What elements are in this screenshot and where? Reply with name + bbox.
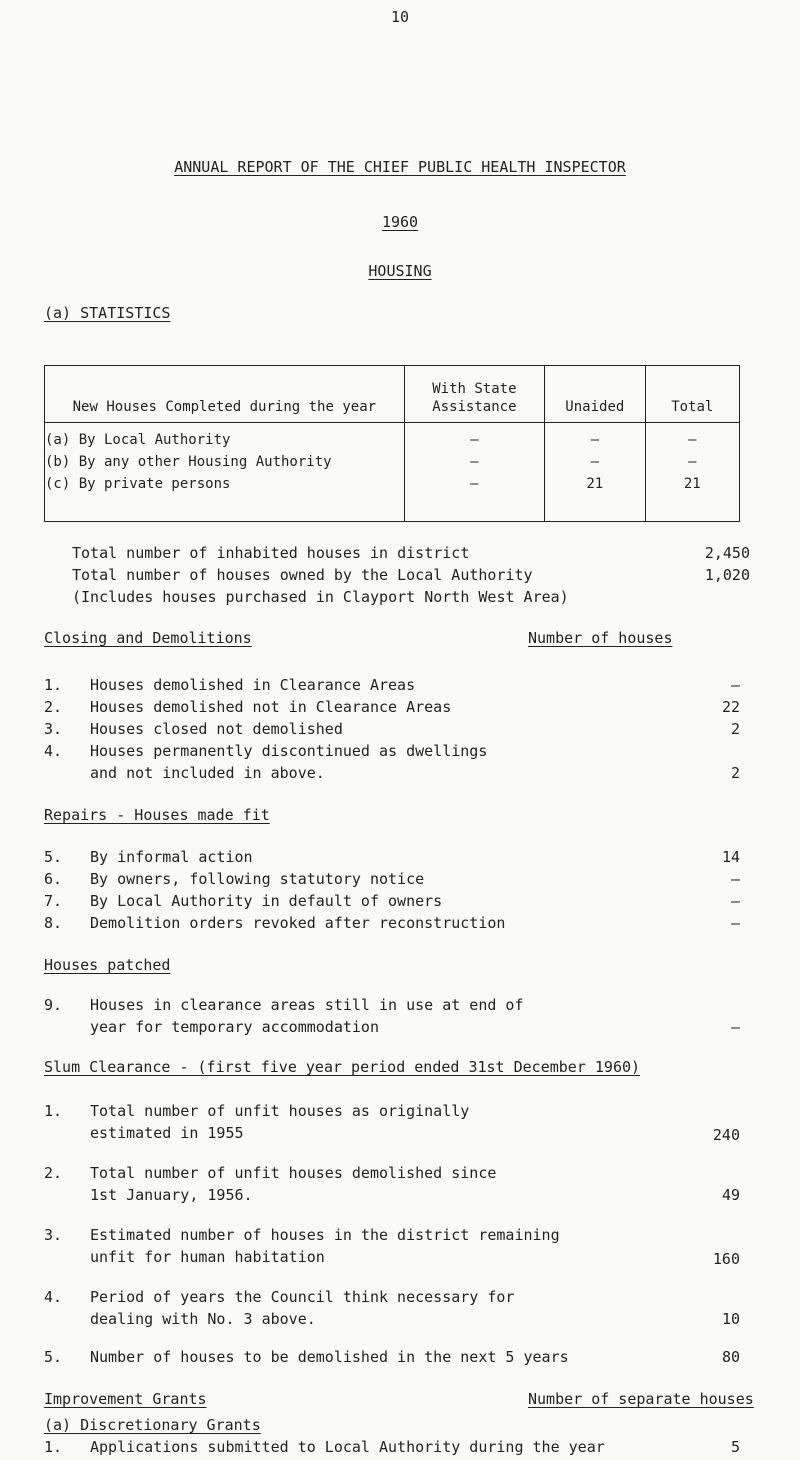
inhabited-label: Total number of inhabited houses in district [72,544,470,562]
list-item-text: By owners, following statutory notice [90,870,425,888]
list-item-text-cont: 1st January, 1956. [90,1186,253,1204]
list-item-value: 2 [730,720,740,738]
table-cell-value: – [470,432,479,448]
inhabited-value: 2,450 [704,544,750,562]
table-header-row [45,366,740,423]
list-item-num: 2. [44,1164,63,1182]
owned-note: (Includes houses purchased in Clayport North West Area) [72,588,569,606]
list-item-text: Houses in clearance areas still in use at end of [90,996,524,1014]
list-item-value: – [730,914,740,932]
list-item-value: 5 [730,1438,740,1456]
list-item-value: – [730,1018,740,1036]
list-item-text: Applications submitted to Local Authority during the year [90,1438,605,1456]
list-item-num: 6. [44,870,63,888]
list-item-value: 80 [721,1348,740,1366]
owned-value: 1,020 [704,566,750,584]
table-cell-total [645,423,739,522]
list-item-num: 4. [44,1288,63,1306]
list-item-text: By Local Authority in default of owners [90,892,443,910]
section-heading: HOUSING [368,262,432,280]
report-title: ANNUAL REPORT OF THE CHIEF PUBLIC HEALTH INSPECTOR [174,158,626,176]
list-item-value: 240 [712,1126,740,1144]
list-item-num: 2. [44,698,63,716]
list-item-value: – [730,870,740,888]
improvement-col-heading: Number of separate houses [528,1390,754,1408]
improvement-heading: Improvement Grants [44,1390,207,1408]
closing-heading: Closing and Demolitions [44,629,252,647]
list-item-text-cont: unfit for human habitation [90,1248,325,1266]
table-cell-unaided [545,423,646,522]
list-item-num: 7. [44,892,63,910]
table-header: Total [645,366,739,423]
list-item-text: Period of years the Council think necessary for [90,1288,515,1306]
subsection-heading: (a) STATISTICS [44,304,171,322]
table-cell-value: – [470,454,479,470]
list-item-text: Estimated number of houses in the district remaining [90,1226,560,1244]
list-item-value: – [730,892,740,910]
list-item-text: Houses demolished not in Clearance Areas [90,698,452,716]
repairs-heading: Repairs - Houses made fit [44,806,270,824]
page-number: 10 [390,8,410,26]
list-item-text-cont: dealing with No. 3 above. [90,1310,316,1328]
table-row-label: (a) By Local Authority [45,432,231,448]
report-year: 1960 [381,213,419,231]
table-cell-value: – [470,476,479,492]
table-header: New Houses Completed during the year [45,366,405,423]
list-item-num: 3. [44,720,63,738]
table-header: Unaided [545,366,646,423]
list-item-text-cont: estimated in 1955 [90,1124,244,1142]
table-cell-value: 21 [683,476,701,492]
table-body-row [45,423,740,522]
list-item-text: Houses closed not demolished [90,720,343,738]
table-cell-value: – [688,454,697,470]
list-item-text-cont: year for temporary accommodation [90,1018,379,1036]
table-cell-state [404,423,544,522]
list-item-num: 1. [44,1438,63,1456]
list-item-value: 22 [721,698,740,716]
list-item-value: 14 [721,848,740,866]
list-item-value: 160 [712,1250,740,1268]
table-cell-labels [45,423,405,522]
table-cell-value: 21 [586,476,604,492]
list-item-value: 49 [721,1186,740,1204]
list-item-num: 5. [44,1348,63,1366]
list-item-num: 5. [44,848,63,866]
list-item-value: 2 [730,764,740,782]
owned-label: Total number of houses owned by the Local Authority [72,566,533,584]
discretionary-heading: (a) Discretionary Grants [44,1416,261,1434]
list-item-text: Houses demolished in Clearance Areas [90,676,416,694]
list-item-text: Total number of unfit houses as originally [90,1102,470,1120]
list-item-num: 1. [44,676,63,694]
closing-col-heading: Number of houses [528,629,673,647]
list-item-text: Number of houses to be demolished in the next 5 years [90,1348,569,1366]
list-item-value: 10 [721,1310,740,1328]
slum-heading: Slum Clearance - (first five year period ended 31st December 1960) [44,1058,641,1076]
table-cell-value: – [590,432,600,448]
list-item-num: 1. [44,1102,63,1120]
list-item-num: 9. [44,996,63,1014]
list-item-text: Total number of unfit houses demolished since [90,1164,497,1182]
list-item-text: Demolition orders revoked after reconstruction [90,914,506,932]
list-item-text-cont: and not included in above. [90,764,325,782]
list-item-text: Houses permanently discontinued as dwellings [90,742,488,760]
table-row-label: (b) By any other Housing Authority [45,454,332,470]
table-row-label: (c) By private persons [45,476,231,492]
patched-heading: Houses patched [44,956,171,974]
list-item-value: – [730,676,740,694]
new-houses-table [44,365,740,522]
list-item-text: By informal action [90,848,253,866]
list-item-num: 4. [44,742,63,760]
table-cell-value: – [590,454,600,470]
table-cell-value: – [688,432,697,448]
table-header: With State Assistance [404,366,544,423]
list-item-num: 8. [44,914,63,932]
list-item-num: 3. [44,1226,63,1244]
